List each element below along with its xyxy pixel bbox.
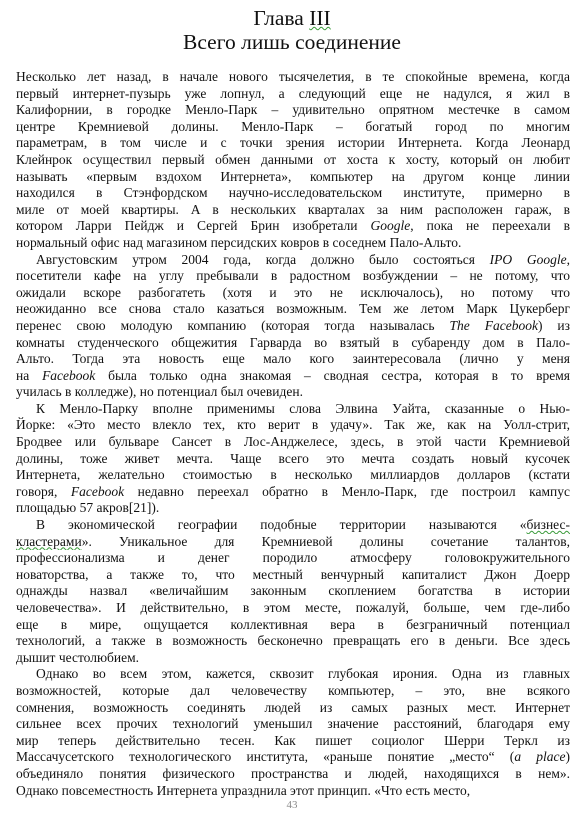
text-run: посетители кафе на углу пребывали в радостном возбуждении – не потому, что bbox=[16, 268, 570, 284]
text-run: сильнее всех прочих технологий уменьшил значение расстояний, благодаря ему bbox=[16, 716, 570, 732]
text-line bbox=[16, 484, 570, 501]
paragraph bbox=[16, 517, 570, 666]
text-run: центре Кремниевой долины. Менло-Парк – богатый город по многим bbox=[16, 118, 570, 134]
text-line bbox=[16, 550, 570, 567]
text-run: Массачусетского технологического института, «раньше понятие „место“ ( bbox=[16, 749, 515, 765]
text-run: была только одна знакомая – сводная сестра, которая в то время bbox=[95, 367, 570, 383]
text-run: Несколько лет назад, в начале нового тысячелетия, в те спокойные времена, когда bbox=[16, 69, 570, 84]
text-run: Альто. Тогда эта новость еще мало кого заинтересовала (лично у меня bbox=[16, 351, 570, 367]
text-line bbox=[16, 467, 570, 484]
text-line bbox=[16, 600, 570, 617]
text-line bbox=[16, 235, 570, 252]
text-run: площадью 57 акров[21]). bbox=[16, 500, 160, 516]
text-line bbox=[16, 733, 570, 750]
text-line bbox=[16, 766, 570, 783]
chapter-body bbox=[16, 69, 570, 799]
text-run: еще в мире, ощущается коллективная вера в безграничный потенциал bbox=[16, 616, 570, 632]
text-run: на bbox=[16, 367, 43, 383]
text-line bbox=[16, 534, 570, 551]
text-line bbox=[16, 401, 570, 418]
text-line bbox=[16, 268, 570, 285]
text-line bbox=[16, 368, 570, 385]
chapter-title bbox=[0, 6, 584, 31]
text-run: Калифорнии, в городке Менло-Парк – удивительно опрятном местечке в самом bbox=[16, 102, 570, 118]
text-line bbox=[16, 451, 570, 468]
text-line bbox=[16, 666, 570, 683]
text-run: неожиданно все снова стало казаться возможным. Тем же летом Марк Цукерберг bbox=[16, 301, 570, 317]
text-line bbox=[16, 583, 570, 600]
text-run: К Менло-Парку вполне применимы слова Элвина Уайта, сказанные о Нью- bbox=[36, 400, 570, 416]
text-run: комнаты студенческого общежития Гарварда во взятый в субаренду дом в Пало- bbox=[16, 334, 570, 350]
text-run: новаторства, а также то, что местный венчурный капиталист Джон Доерр bbox=[16, 566, 570, 582]
text-run: , пока не переехали в bbox=[410, 218, 570, 234]
text-line bbox=[16, 700, 570, 717]
text-line bbox=[16, 783, 570, 800]
chapter-subtitle: Всего лишь соединение bbox=[183, 30, 401, 54]
page-number: 43 bbox=[286, 799, 298, 811]
text-run: находился в Стэнфордском научно-исследовательском институте, примерно в bbox=[16, 185, 570, 201]
text-line bbox=[16, 335, 570, 352]
text-line bbox=[16, 252, 570, 269]
text-run: параметрам, в том числе и с точки зрения истории Интернета. Когда Леонард bbox=[16, 135, 570, 151]
paragraph bbox=[16, 666, 570, 799]
text-run: мир теперь действительно тесен. Как пишет социолог Шерри Теркл из bbox=[16, 732, 570, 748]
text-run: Йорке: «Это место влекло тех, кто верит в удачу». Так же, как на Уолл-стрит, bbox=[16, 417, 570, 433]
text-run: нормальный офис над магазином персидских ковров в соседнем Пало-Альто. bbox=[16, 234, 462, 250]
italic-text: Google bbox=[370, 218, 411, 234]
chapter-number: III bbox=[309, 6, 331, 30]
spellcheck-flagged-text: кластерами bbox=[16, 533, 82, 549]
text-run: , bbox=[566, 251, 570, 267]
text-line bbox=[16, 318, 570, 335]
text-run: Однако во всем этом, кажется, сквозит глубокая ирония. Одна из главных bbox=[36, 666, 570, 682]
spellcheck-flagged-text: бизнес- bbox=[526, 517, 570, 533]
text-line bbox=[16, 567, 570, 584]
text-run: сомнения, возможность соединять людей из самых разных мест. Интернет bbox=[16, 699, 570, 715]
italic-text: The Facebook bbox=[449, 317, 538, 333]
text-line bbox=[16, 384, 570, 401]
text-line bbox=[16, 285, 570, 302]
text-run: Интернета, желательно стоимостью в несколько миллиардов долларов (кстати bbox=[16, 467, 570, 483]
text-line bbox=[16, 351, 570, 368]
text-run: ». Уникальное для Кремниевой долины сочетание талантов, bbox=[81, 533, 570, 549]
paragraph bbox=[16, 69, 570, 252]
text-run: котором Ларри Пейдж и Сергей Брин изобретали bbox=[16, 218, 371, 234]
text-run: ) из bbox=[537, 317, 570, 333]
italic-text: Facebook bbox=[42, 367, 96, 383]
text-line bbox=[16, 218, 570, 235]
text-run: недавно переехал обратно в Менло-Парк, где построил кампус bbox=[124, 483, 570, 499]
text-line bbox=[16, 202, 570, 219]
text-run: говоря, bbox=[16, 483, 71, 499]
text-run: дышит честолюбием. bbox=[16, 649, 140, 665]
paragraph bbox=[16, 401, 570, 517]
text-line bbox=[16, 517, 570, 534]
text-run: называть «первым вздохом Интернета», компьютер на другом конце линии bbox=[16, 168, 570, 184]
text-line bbox=[16, 633, 570, 650]
text-line bbox=[16, 185, 570, 202]
text-line bbox=[16, 500, 570, 517]
paragraph bbox=[16, 252, 570, 401]
text-run: однажды назвал «величайшим законным скоплением богатства в истории bbox=[16, 583, 570, 599]
text-run: Однако повсеместность Интернета упразднила этот принцип. «Что есть место, bbox=[16, 782, 471, 798]
text-line bbox=[16, 301, 570, 318]
text-run: профессионализма и денег породило атмосферу головокружительного bbox=[16, 550, 570, 566]
text-run: В экономической географии подобные территории называются « bbox=[36, 517, 527, 533]
text-line bbox=[16, 434, 570, 451]
text-line bbox=[16, 716, 570, 733]
text-run: возможностей, которые дал человечеству компьютер, – это, вне всякого bbox=[16, 682, 570, 698]
text-line bbox=[16, 152, 570, 169]
text-line bbox=[16, 69, 570, 86]
italic-text: Facebook bbox=[70, 483, 125, 499]
text-line bbox=[16, 749, 570, 766]
text-run: миле от моей квартиры. А в нескольких кварталах за ним расположен гараж, в bbox=[16, 201, 570, 217]
text-run: первый интернет-пузырь уже лопнул, а следующий еще не надулся, я жил в bbox=[16, 85, 570, 101]
text-line bbox=[16, 650, 570, 667]
italic-text: a place bbox=[514, 749, 566, 765]
text-run: Бродвее или бульваре Сансет в Лос-Анджелесе, здесь, в этой части Кремниевой bbox=[16, 434, 570, 450]
text-run: ожидали вскоре разбогатеть (хотя и это не исключалось), но потому что bbox=[16, 284, 570, 300]
text-line bbox=[16, 417, 570, 434]
text-run: Августовским утром 2004 года, когда должно было состояться bbox=[36, 251, 490, 267]
italic-text: IPO Google bbox=[489, 251, 567, 267]
text-line bbox=[16, 617, 570, 634]
text-line bbox=[16, 135, 570, 152]
text-run: перенес свою молодую компанию (которая тогда называлась bbox=[16, 317, 450, 333]
text-run: человечества». И действительно, в этом месте, пожалуй, больше, чем где-либо bbox=[16, 600, 570, 615]
text-run: технологий, а также в возможность бесконечно превращать его в деньги. Все здесь bbox=[16, 633, 570, 649]
text-run: Клейнрок осуществил первый обмен данными от хоста к хосту, который он любит bbox=[16, 151, 570, 167]
text-line bbox=[16, 102, 570, 119]
text-line bbox=[16, 169, 570, 186]
chapter-label: Глава bbox=[253, 6, 304, 30]
text-run: долины, тоже живет мечта. Чаще всего это мечта создать новый кусочек bbox=[16, 450, 570, 466]
text-run: училась в колледже), но потенциал был очевиден. bbox=[16, 384, 303, 400]
text-line bbox=[16, 119, 570, 136]
text-run: объединяло понятия физического пространства и людей, находящихся в нем». bbox=[16, 765, 570, 781]
text-line bbox=[16, 683, 570, 700]
text-run: ) bbox=[565, 749, 570, 765]
text-line bbox=[16, 86, 570, 103]
